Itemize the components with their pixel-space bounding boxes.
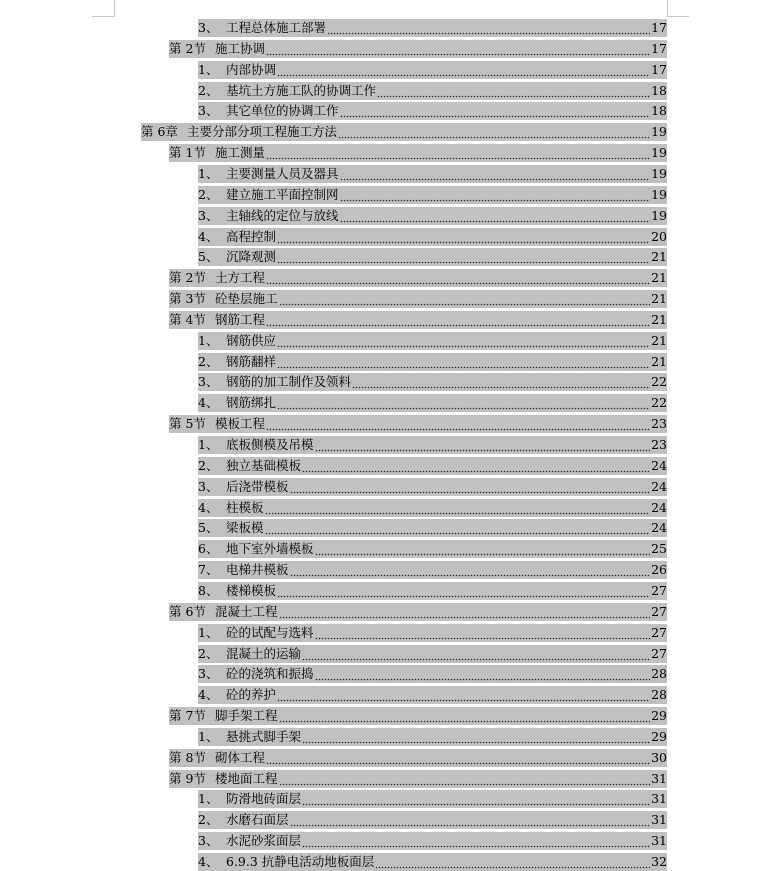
toc-entry-page-number: 21	[651, 249, 667, 265]
toc-entry-page-number: 18	[651, 103, 667, 119]
toc-entry-page-number: 28	[651, 666, 667, 682]
toc-entry-page-number: 17	[651, 20, 667, 35]
page-corner-mark-left	[114, 0, 115, 17]
toc-entry-title: 混凝土工程	[215, 603, 278, 619]
toc-entry-title: 钢筋翻样	[226, 353, 277, 369]
toc-entry-title: 水磨石面层	[226, 812, 289, 828]
toc-entry[interactable]	[198, 353, 667, 371]
toc-dot-leader	[265, 519, 650, 537]
toc-entry-number: 4、	[198, 395, 219, 411]
toc-entry[interactable]	[198, 540, 667, 558]
toc-entry[interactable]	[169, 749, 667, 767]
toc-entry-number: 1、	[198, 624, 219, 640]
toc-entry-title: 主轴线的定位与放线	[226, 207, 339, 223]
toc-entry-page-number: 22	[651, 395, 667, 411]
toc-entry-number: 2、	[198, 82, 219, 98]
toc-entry[interactable]	[198, 624, 667, 642]
page-corner-mark-left	[92, 16, 114, 17]
toc-dot-leader	[277, 332, 650, 350]
toc-entry-number: 1、	[198, 165, 219, 181]
toc-entry[interactable]	[198, 82, 667, 100]
toc-entry[interactable]	[198, 853, 667, 871]
toc-dot-leader	[302, 457, 650, 475]
toc-entry-page-number: 21	[651, 353, 667, 369]
toc-entry-title: 悬挑式脚手架	[226, 728, 302, 744]
toc-entry-title: 钢筋工程	[215, 311, 266, 327]
toc-entry-number: 第 9节	[169, 770, 206, 786]
toc-entry[interactable]	[198, 561, 667, 579]
toc-entry[interactable]	[198, 436, 667, 454]
toc-dot-leader	[315, 540, 650, 558]
toc-entry-title: 基坑土方施工队的协调工作	[226, 82, 377, 98]
toc-entry-page-number: 19	[651, 186, 667, 202]
toc-dot-leader	[277, 353, 650, 371]
toc-dot-leader	[315, 436, 650, 454]
toc-entry-number: 1、	[198, 332, 219, 348]
toc-entry-title: 后浇带模板	[226, 478, 289, 494]
toc-entry[interactable]	[198, 686, 667, 704]
toc-entry-page-number: 19	[651, 207, 667, 223]
toc-entry-page-number: 22	[651, 374, 667, 390]
toc-entry[interactable]	[169, 311, 667, 329]
toc-dot-leader	[279, 707, 650, 725]
toc-entry[interactable]	[169, 40, 667, 58]
toc-entry[interactable]	[198, 790, 667, 808]
toc-entry-title: 楼梯模板	[226, 582, 277, 598]
toc-entry[interactable]	[198, 457, 667, 475]
toc-entry-title: 地下室外墙模板	[226, 541, 314, 557]
toc-entry-number: 3、	[198, 207, 219, 223]
toc-entry-number: 第 3节	[169, 291, 206, 307]
toc-entry-page-number: 24	[651, 457, 667, 473]
toc-entry-number: 2、	[198, 457, 219, 473]
toc-entry-page-number: 17	[651, 61, 667, 77]
toc-entry[interactable]	[198, 478, 667, 496]
toc-entry-page-number: 31	[651, 833, 667, 849]
toc-entry-number: 3、	[198, 666, 219, 682]
toc-dot-leader	[377, 82, 650, 100]
toc-entry[interactable]	[198, 832, 667, 850]
toc-entry-title: 主要分部分项工程施工方法	[187, 124, 338, 140]
toc-dot-leader	[302, 645, 650, 663]
toc-entry-number: 3、	[198, 833, 219, 849]
toc-dot-leader	[266, 269, 650, 287]
toc-entry[interactable]	[198, 665, 667, 683]
toc-entry[interactable]	[198, 373, 667, 391]
toc-entry-title: 楼地面工程	[215, 770, 278, 786]
toc-entry-number: 3、	[198, 103, 219, 119]
toc-entry-number: 第 4节	[169, 311, 206, 327]
toc-entry-title: 砼的养护	[226, 687, 277, 703]
toc-entry-number: 4、	[198, 687, 219, 703]
toc-entry-page-number: 18	[651, 82, 667, 98]
toc-entry-title: 模板工程	[215, 416, 266, 432]
toc-dot-leader	[340, 102, 650, 120]
toc-entry-number: 2、	[198, 186, 219, 202]
toc-dot-leader	[338, 123, 650, 141]
toc-entry-title: 混凝土的运输	[226, 645, 302, 661]
toc-entry-page-number: 31	[651, 791, 667, 807]
toc-dot-leader	[277, 394, 650, 412]
toc-entry-page-number: 19	[651, 145, 667, 161]
toc-dot-leader	[266, 749, 650, 767]
toc-dot-leader	[315, 665, 650, 683]
toc-entry[interactable]	[198, 645, 667, 663]
toc-dot-leader	[340, 207, 650, 225]
toc-entry-title: 水泥砂浆面层	[226, 833, 302, 849]
toc-entry[interactable]	[198, 102, 667, 120]
toc-entry-title: 沉降观测	[226, 249, 277, 265]
toc-entry-title: 施工测量	[215, 145, 266, 161]
toc-entry-page-number: 31	[651, 812, 667, 828]
toc-entry-title: 钢筋的加工制作及领料	[226, 374, 352, 390]
toc-entry-number: 2、	[198, 353, 219, 369]
toc-entry-page-number: 27	[651, 603, 667, 619]
toc-entry[interactable]	[198, 165, 667, 183]
toc-entry-page-number: 31	[651, 770, 667, 786]
toc-entry[interactable]	[198, 207, 667, 225]
toc-dot-leader	[265, 499, 650, 517]
toc-dot-leader	[277, 61, 650, 79]
toc-entry-page-number: 27	[651, 582, 667, 598]
toc-entry-number: 第 7节	[169, 708, 206, 724]
toc-entry[interactable]	[198, 499, 667, 517]
toc-entry-number: 第 5节	[169, 416, 206, 432]
toc-dot-leader	[290, 811, 650, 829]
toc-entry[interactable]	[169, 144, 667, 162]
toc-dot-leader	[279, 290, 650, 308]
toc-entry-number: 1、	[198, 61, 219, 77]
toc-entry-page-number: 28	[651, 687, 667, 703]
toc-dot-leader	[290, 478, 650, 496]
toc-entry[interactable]	[198, 394, 667, 412]
toc-entry-number: 4、	[198, 228, 219, 244]
toc-entry-number: 第 2节	[169, 270, 206, 286]
toc-entry-number: 第 6节	[169, 603, 206, 619]
toc-entry-title: 施工协调	[215, 40, 266, 56]
toc-dot-leader	[277, 686, 650, 704]
toc-dot-leader	[277, 228, 650, 246]
toc-dot-leader	[302, 790, 650, 808]
toc-entry[interactable]	[169, 269, 667, 287]
toc-entry-number: 1、	[198, 728, 219, 744]
toc-entry-title: 电梯井模板	[226, 562, 289, 578]
toc-entry-title: 砼垫层施工	[215, 291, 278, 307]
toc-entry-page-number: 29	[651, 708, 667, 724]
toc-entry-page-number: 27	[651, 624, 667, 640]
toc-dot-leader	[277, 582, 650, 600]
toc-entry-page-number: 21	[651, 291, 667, 307]
toc-entry[interactable]	[141, 123, 667, 141]
toc-entry-number: 第 2节	[169, 40, 206, 56]
toc-entry-number: 7、	[198, 562, 219, 578]
toc-entry-title: 防滑地砖面层	[226, 791, 302, 807]
toc-entry[interactable]	[169, 603, 667, 621]
toc-entry-page-number: 19	[651, 124, 667, 140]
toc-entry-page-number: 32	[651, 854, 667, 869]
toc-entry-title: 脚手架工程	[215, 708, 278, 724]
toc-entry-number: 4、	[198, 854, 219, 869]
toc-entry-title: 柱模板	[226, 499, 264, 515]
toc-entry[interactable]	[198, 228, 667, 246]
toc-dot-leader	[266, 415, 650, 433]
toc-entry-number: 5、	[198, 520, 219, 536]
toc-entry-title: 6.9.3 抗静电活动地板面层	[226, 854, 375, 869]
toc-entry-title: 主要测量人员及器具	[226, 165, 339, 181]
toc-dot-leader	[279, 603, 650, 621]
toc-entry-title: 梁板模	[226, 520, 264, 536]
toc-entry-title: 独立基础模板	[226, 457, 302, 473]
toc-dot-leader	[340, 165, 650, 183]
toc-entry-title: 高程控制	[226, 228, 277, 244]
toc-entry[interactable]	[169, 770, 667, 788]
toc-dot-leader	[266, 144, 650, 162]
toc-entry-page-number: 19	[651, 165, 667, 181]
toc-entry-title: 钢筋绑扎	[226, 395, 277, 411]
toc-entry-title: 钢筋供应	[226, 332, 277, 348]
toc-entry-page-number: 21	[651, 270, 667, 286]
toc-entry-page-number: 29	[651, 728, 667, 744]
toc-dot-leader	[277, 248, 650, 266]
toc-entry-number: 3、	[198, 20, 219, 35]
toc-dot-leader	[315, 624, 650, 642]
page-corner-mark-right	[667, 16, 689, 17]
toc-entry[interactable]	[198, 582, 667, 600]
toc-entry-page-number: 21	[651, 332, 667, 348]
toc-entry-number: 2、	[198, 812, 219, 828]
toc-entry[interactable]	[198, 186, 667, 204]
toc-entry[interactable]	[169, 290, 667, 308]
toc-entry[interactable]	[198, 248, 667, 266]
toc-entry-title: 土方工程	[215, 270, 266, 286]
toc-entry-number: 3、	[198, 374, 219, 390]
toc-dot-leader	[266, 40, 650, 58]
toc-entry-page-number: 26	[651, 562, 667, 578]
toc-dot-leader	[302, 728, 650, 746]
toc-entry-page-number: 24	[651, 520, 667, 536]
toc-entry-number: 2、	[198, 645, 219, 661]
toc-dot-leader	[290, 561, 650, 579]
toc-entry[interactable]	[198, 19, 667, 37]
toc-dot-leader	[266, 311, 650, 329]
toc-entry-number: 4、	[198, 499, 219, 515]
toc-entry-title: 工程总体施工部署	[226, 20, 327, 35]
toc-entry-page-number: 23	[651, 437, 667, 452]
toc-entry[interactable]	[169, 707, 667, 725]
toc-entry-number: 1、	[198, 437, 219, 452]
toc-entry-number: 1、	[198, 791, 219, 807]
toc-entry-page-number: 23	[651, 416, 667, 432]
toc-entry[interactable]	[198, 61, 667, 79]
toc-entry-number: 第 1节	[169, 145, 206, 161]
toc-entry[interactable]	[198, 519, 667, 537]
toc-entry[interactable]	[198, 332, 667, 350]
toc-entry-title: 砼的浇筑和振捣	[226, 666, 314, 682]
toc-dot-leader	[279, 770, 650, 788]
toc-entry-number: 第 6章	[141, 124, 178, 140]
toc-entry-title: 建立施工平面控制网	[226, 186, 339, 202]
toc-entry-number: 3、	[198, 478, 219, 494]
toc-entry-page-number: 24	[651, 499, 667, 515]
toc-entry-title: 内部协调	[226, 61, 277, 77]
toc-entry-title: 砌体工程	[215, 749, 266, 765]
toc-dot-leader	[352, 373, 650, 391]
toc-entry-page-number: 17	[651, 40, 667, 56]
toc-entry[interactable]	[198, 728, 667, 746]
toc-entry-title: 砼的试配与选料	[226, 624, 314, 640]
toc-dot-leader	[302, 832, 650, 850]
toc-entry[interactable]	[169, 415, 667, 433]
toc-entry-page-number: 24	[651, 478, 667, 494]
toc-entry-page-number: 30	[651, 749, 667, 765]
toc-entry-page-number: 21	[651, 311, 667, 327]
toc-dot-leader	[327, 19, 650, 37]
page-corner-mark-right	[667, 0, 668, 17]
toc-entry-page-number: 25	[651, 541, 667, 557]
toc-entry-number: 6、	[198, 541, 219, 557]
toc-entry-number: 第 8节	[169, 749, 206, 765]
toc-entry-title: 其它单位的协调工作	[226, 103, 339, 119]
toc-entry-page-number: 20	[651, 228, 667, 244]
toc-entry-page-number: 27	[651, 645, 667, 661]
toc-dot-leader	[340, 186, 650, 204]
toc-entry-title: 底板侧模及吊模	[226, 437, 314, 452]
toc-entry-number: 8、	[198, 582, 219, 598]
toc-entry[interactable]	[198, 811, 667, 829]
toc-entry-number: 5、	[198, 249, 219, 265]
toc-dot-leader	[375, 853, 650, 871]
